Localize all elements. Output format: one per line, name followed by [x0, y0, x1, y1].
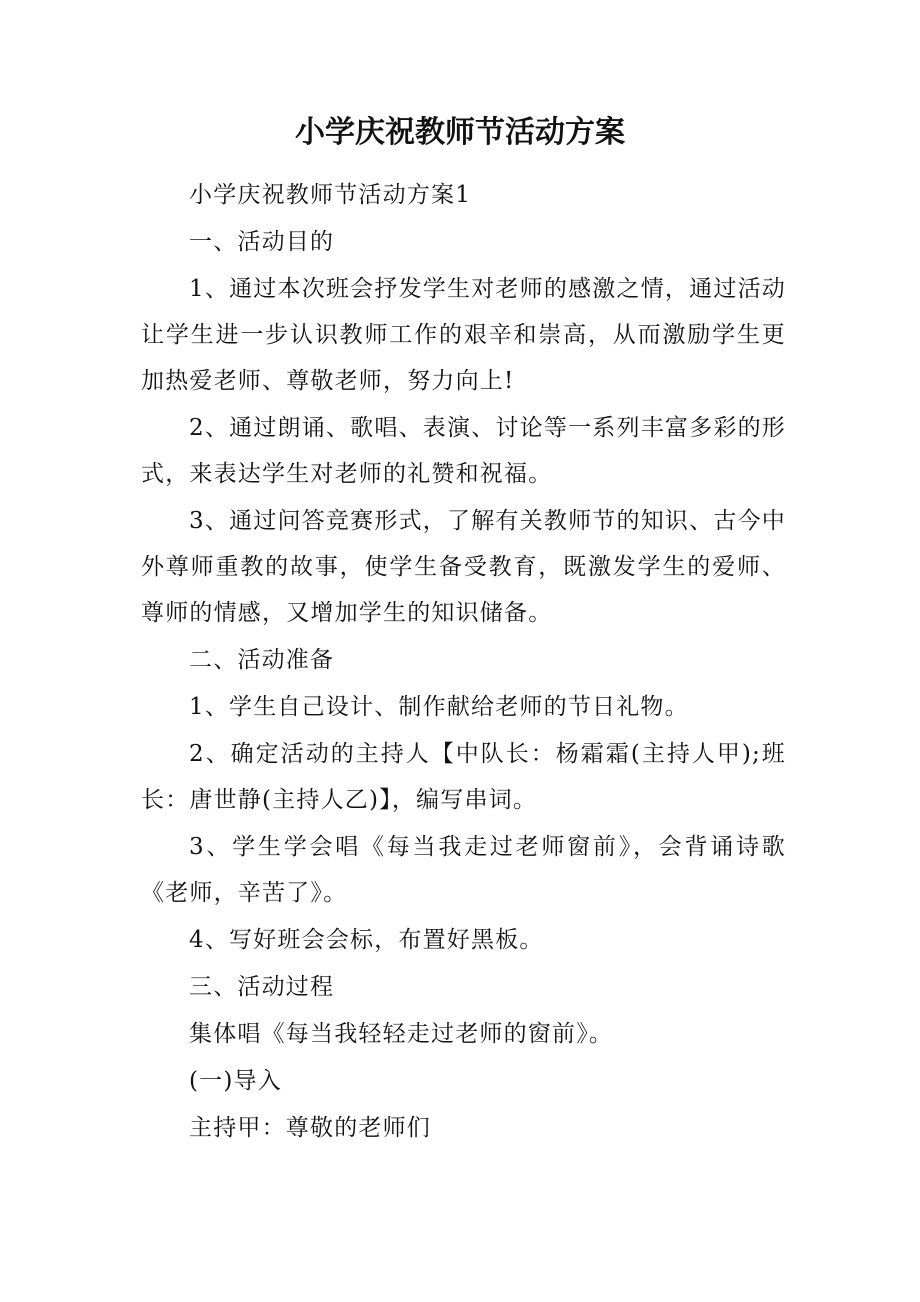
section-heading-objectives: 一、活动目的: [189, 229, 335, 255]
section-heading-process: 三、活动过程: [189, 974, 335, 1000]
document-title: 小学庆祝教师节活动方案: [295, 115, 625, 150]
process-intro-heading: (一)导入: [189, 1068, 282, 1094]
preparation-item-1: 1、学生自己设计、制作献给老师的节日礼物。: [189, 694, 689, 720]
objective-item-1: 1、通过本次班会抒发学生对老师的感激之情，通过活动让学生进一步认识教师工作的艰辛和崇高，从而激励学生更加热爱老师、尊敬老师，努力向上!: [141, 276, 786, 394]
objective-item-3: 3、通过问答竞赛形式，了解有关教师节的知识、古今中外尊师重教的故事，使学生备受教育，既激发学生的爱师、尊师的情感，又增加学生的知识储备。: [141, 508, 786, 626]
objective-item-2: 2、通过朗诵、歌唱、表演、讨论等一系列丰富多彩的形式，来表达学生对老师的礼赞和祝福。: [141, 415, 786, 487]
host-a-line: 主持甲：尊敬的老师们: [189, 1115, 431, 1141]
subtitle-paragraph: 小学庆祝教师节活动方案1: [189, 182, 472, 208]
process-song: 集体唱《每当我轻轻走过老师的窗前》。: [189, 1021, 614, 1047]
preparation-item-3: 3、学生学会唱《每当我走过老师窗前》，会背诵诗歌《老师，辛苦了》。: [141, 834, 786, 906]
section-heading-preparation: 二、活动准备: [189, 647, 335, 673]
preparation-item-2: 2、确定活动的主持人【中队长：杨霜霜(主持人甲);班长：唐世静(主持人乙)】，编写串词。: [141, 741, 786, 813]
document-body: [141, 172, 786, 1152]
preparation-item-4: 4、写好班会会标，布置好黑板。: [189, 927, 544, 953]
